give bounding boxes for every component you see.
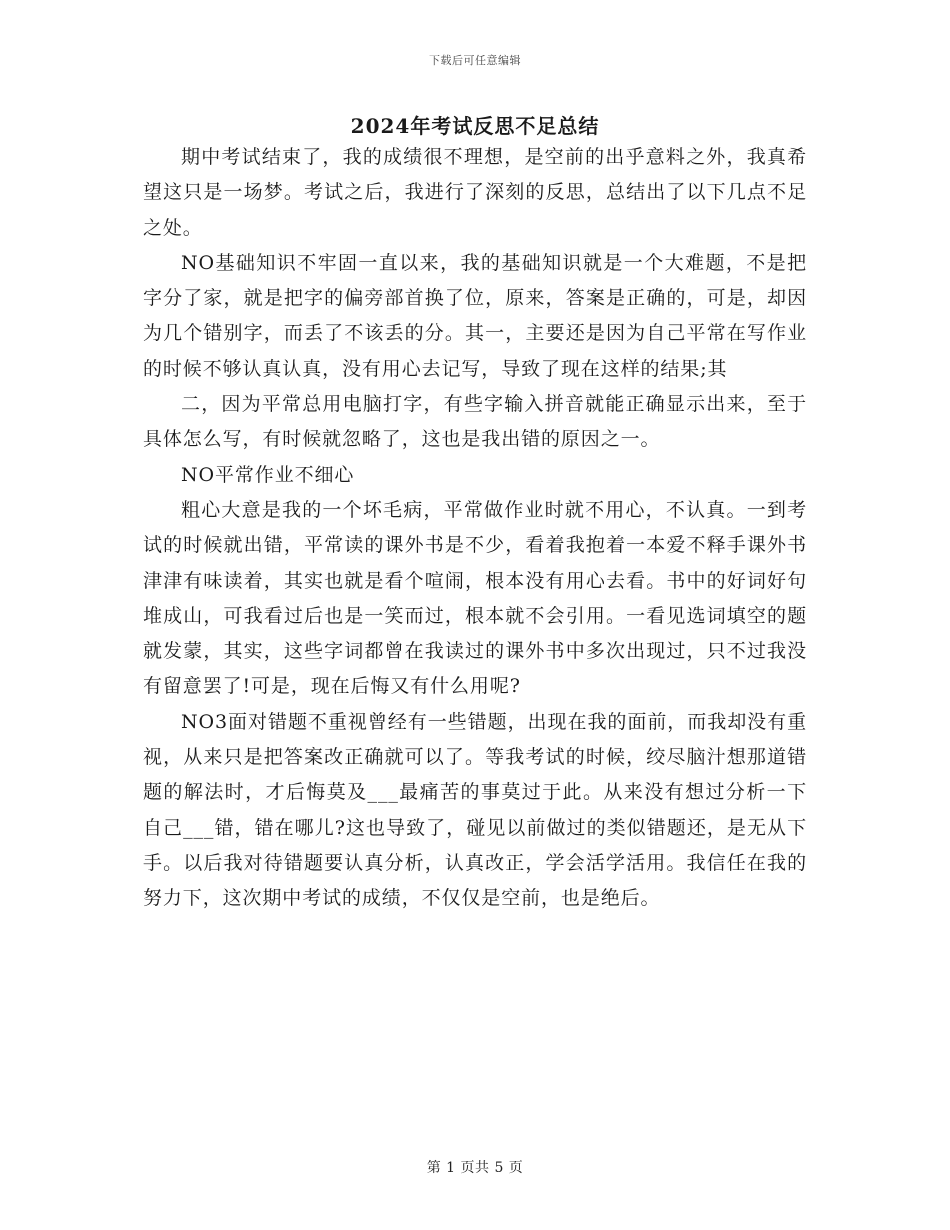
document-body (143, 140, 807, 917)
paragraph-intro: 期中考试结束了，我的成绩很不理想，是空前的出乎意料之外，我真希望这只是一场梦。考试之后，我进行了深刻的反思，总结出了以下几点不足之处。 (143, 146, 807, 239)
paragraph-heading-careless: NO平常作业不细心 (181, 463, 355, 486)
paragraph-typing-reason: 二，因为平常总用电脑打字，有些字输入拼音就能正确显示出来，至于具体怎么写，有时候就忽略了，这也是我出错的原因之一。 (143, 393, 807, 451)
paragraph-mistakes: NO3面对错题不重视曾经有一些错题，出现在我的面前，而我却没有重视，从来只是把答案改正确就可以了。等我考试的时候，绞尽脑汁想那道错题的解法时，才后悔莫及___最痛苦的事莫过于此。从来没有想过分析一下自己___错，错在哪儿?这也导致了，碰见以前做过的类似错题还，是无从下手。以后我对待错题要认真分析，认真改正，学会活学活用。我信任在我的努力下，这次期中考试的成绩，不仅仅是空前，也是绝后。 (143, 710, 807, 910)
page-header-note: 下载后可任意编辑 (429, 54, 521, 67)
paragraph-basic-knowledge: NO基础知识不牢固一直以来，我的基础知识就是一个大难题，不是把字分了家，就是把字的偏旁部首换了位，原来，答案是正确的，可是，却因为几个错别字，而丢了不该丢的分。其一，主要还是因为自己平常在写作业的时候不够认真认真，没有用心去记写，导致了现在这样的结果;其 (143, 251, 807, 380)
document-title: 2024年考试反思不足总结 (350, 114, 600, 138)
page-number: 第 1 页共 5 页 (426, 1160, 524, 1176)
paragraph-careless: 粗心大意是我的一个坏毛病，平常做作业时就不用心，不认真。一到考试的时候就出错，平常读的课外书是不少，看着我抱着一本爱不释手课外书津津有味读着，其实也就是看个喧闹，根本没有用心去看。书中的好词好句堆成山，可我看过后也是一笑而过，根本就不会引用。一看见选词填空的题就发蒙，其实，这些字词都曾在我读过的课外书中多次出现过，只不过我没有留意罢了!可是，现在后悔又有什么用呢? (143, 498, 807, 698)
